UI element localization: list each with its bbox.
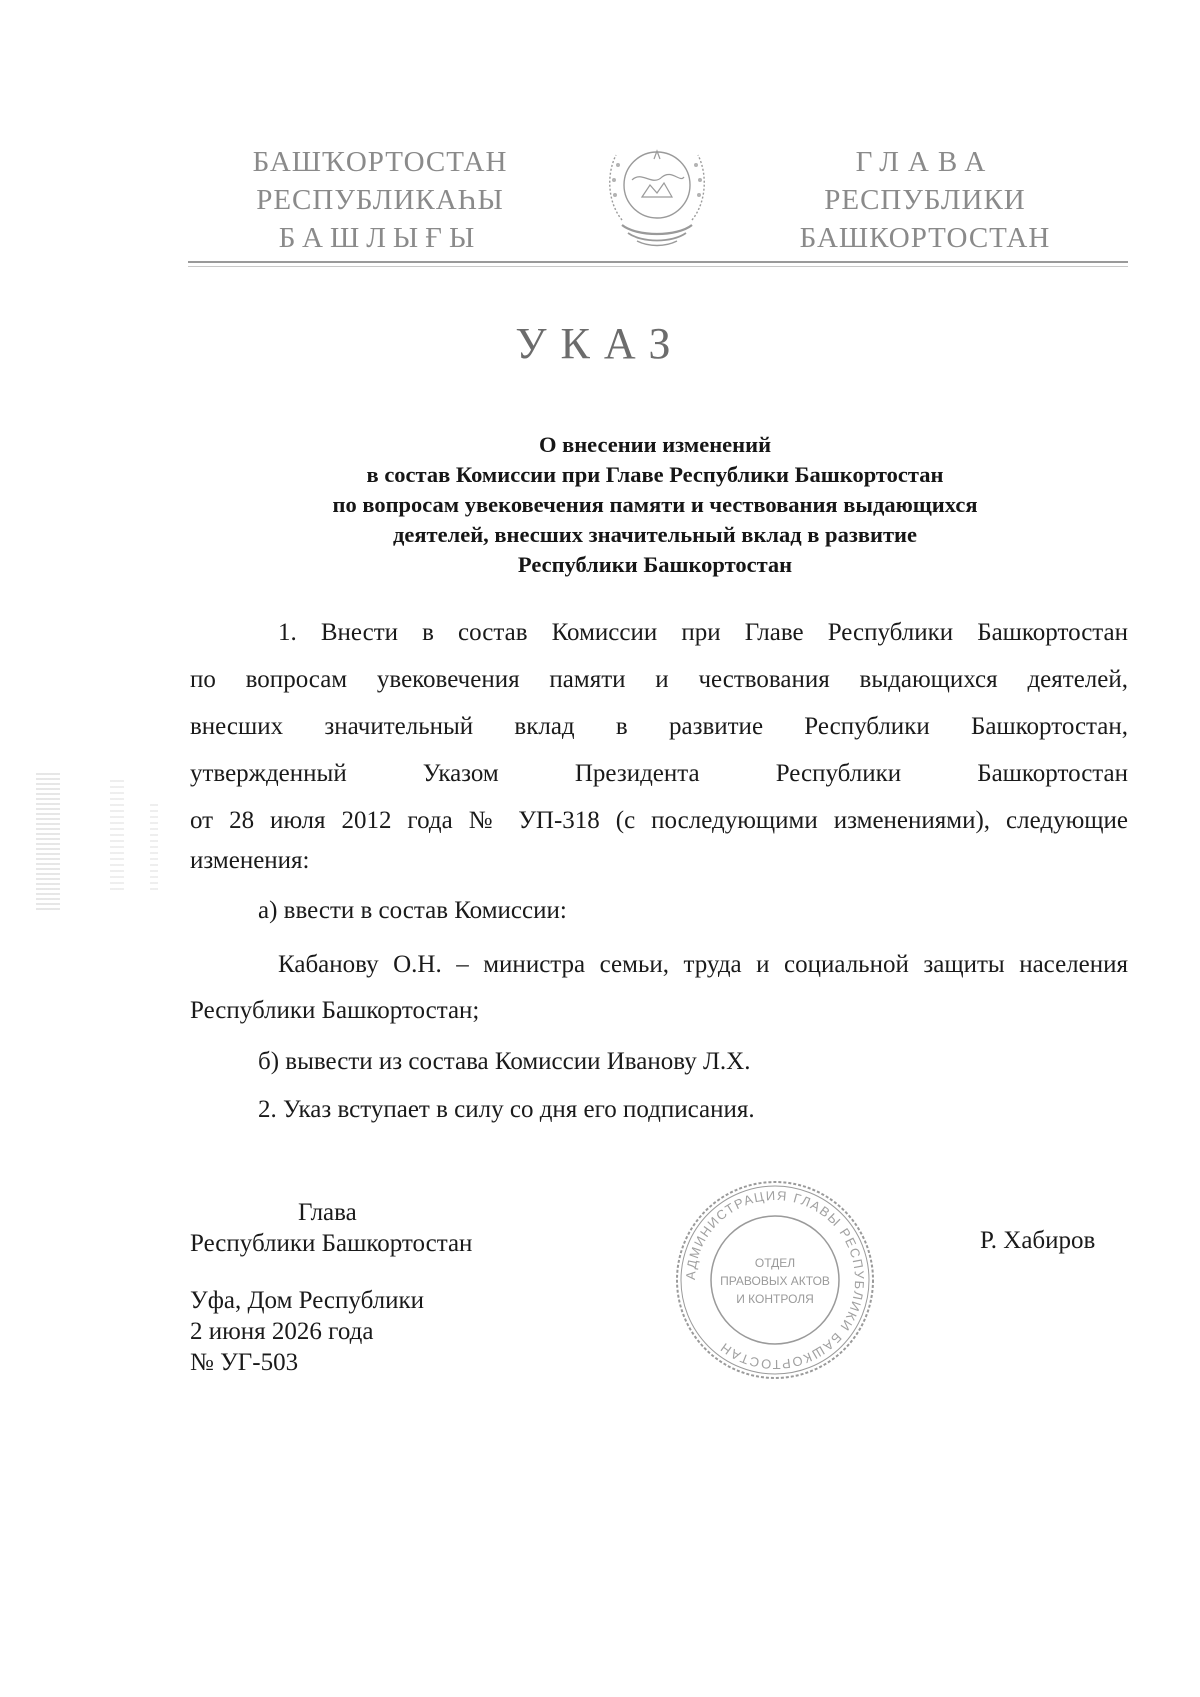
kabanova-line-1: Кабанову О.Н. – министра семьи, труда и социальной защиты населения [278,951,1128,978]
header-right-russian [785,143,1065,257]
paragraph-1-line-2: по вопросам увековечения памяти и чествования выдающихся деятелей, [190,666,1128,693]
document-heading [200,430,1110,580]
signatory-title [190,1197,472,1259]
heading-line-5: Республики Башкортостан [517,552,793,577]
signatory-title-line-1: Глава [298,1199,357,1226]
header-divider [188,261,1128,267]
heading-line-2: в состав Комиссии при Главе Республики Башкортостан [366,462,944,487]
official-stamp [670,1175,880,1385]
header-left-bashkir [230,143,530,257]
scan-artifact [110,780,124,890]
header-left-line-2: РЕСПУБЛИКАҺЫ [256,184,504,216]
paragraph-1-line-4: утвержденный Указом Президента Республики Башкортостан [190,760,1128,787]
signing-place: Уфа, Дом Республики [190,1287,425,1314]
header-right-line-1: ГЛАВА [855,146,995,178]
paragraph-1-line-5: от 28 июля 2012 года № УП-318 (с последующими изменениями), следующие [190,807,1128,834]
scan-artifact [36,770,60,910]
scan-artifact [150,800,158,890]
stamp-inner-line-2: ПРАВОВЫХ АКТОВ [720,1274,830,1288]
stamp-inner-line-1: ОТДЕЛ [754,1256,796,1270]
paragraph-2: 2. Указ вступает в силу со дня его подписания. [258,1096,755,1123]
place-date-number [190,1285,424,1378]
kabanova-line-2: Республики Башкортостан; [190,997,480,1024]
signing-date: 2 июня 2026 года [190,1318,374,1345]
stamp-outer-text: АДМИНИСТРАЦИЯ ГЛАВЫ РЕСПУБЛИКИ БАШКОРТОСТАН [682,1187,868,1373]
paragraph-1-line-6: изменения: [190,847,310,874]
document-type: УКАЗ [515,319,685,368]
header-right-line-2: РЕСПУБЛИКИ [824,184,1026,216]
paragraph-1-line-1: 1. Внести в состав Комиссии при Главе Республики Башкортостан [278,619,1128,646]
heading-line-1: О внесении изменений [538,432,772,457]
stamp-inner-line-3: И КОНТРОЛЯ [736,1292,814,1306]
heading-line-3: по вопросам увековечения памяти и чествования выдающихся [332,492,978,517]
header-left-line-3: БАШЛЫҒЫ [278,222,482,254]
heading-line-4: деятелей, внесших значительный вклад в развитие [393,522,917,547]
signer-name: Р. Хабиров [980,1227,1096,1254]
item-b: б) вывести из состава Комиссии Иванову Л.Х. [258,1048,751,1075]
header-right-line-3: БАШКОРТОСТАН [799,222,1051,254]
coat-of-arms-icon [602,125,712,255]
signatory-title-line-2: Республики Башкортостан [190,1230,473,1257]
header-left-line-1: БАШҠОРТОСТАН [252,146,508,178]
decree-number: № УГ-503 [190,1349,299,1376]
item-a: а) ввести в состав Комиссии: [258,897,567,924]
paragraph-1-line-3: внесших значительный вклад в развитие Республики Башкортостан, [190,713,1128,740]
